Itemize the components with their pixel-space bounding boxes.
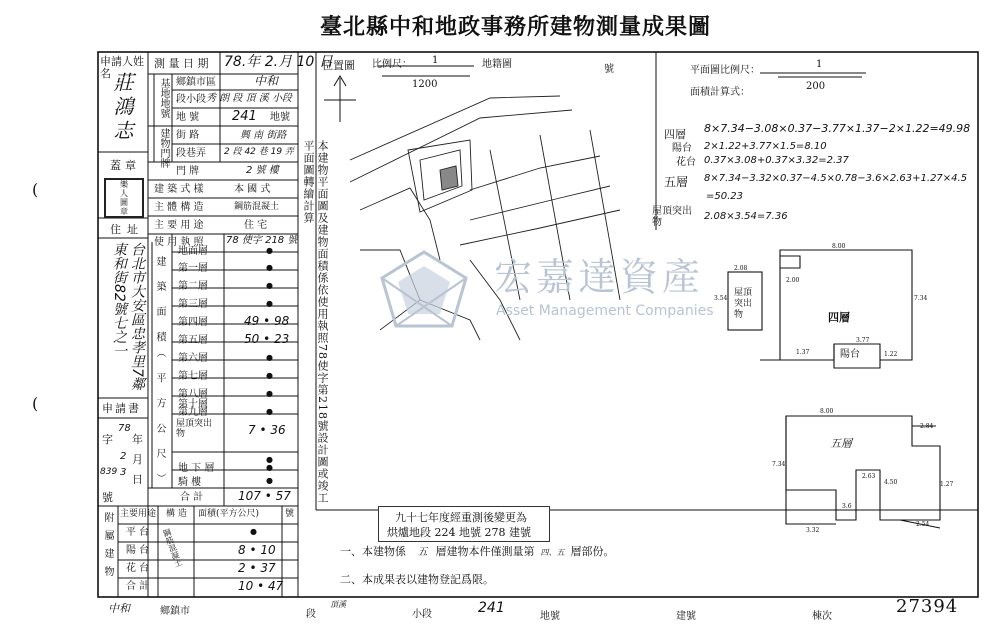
floor-value-5: 50 • 23 xyxy=(244,332,290,346)
door-no-value: 2 號 樓 xyxy=(246,165,279,176)
page-title: 臺北縣中和地政事務所建物測量成果圖 xyxy=(320,14,712,40)
note-2-num: 二、 xyxy=(340,573,362,586)
floor-name-5: 第五層 xyxy=(178,335,208,346)
vertical-note: 本建物平面圖及建物面積係依使用執照78使字第218號設計圖或竣工平面圖轉繪計算 xyxy=(302,140,329,504)
annex-value-2: 2 • 37 xyxy=(238,561,276,575)
floor-value-8: ● xyxy=(266,389,273,398)
use-value: 住 宅 xyxy=(244,220,268,231)
dim-9: 2.84 xyxy=(920,423,934,430)
annex-use-3: 合 計 xyxy=(126,581,150,592)
applicant-label: 申請人姓名 xyxy=(100,55,144,81)
floor-name-8: 第八層 xyxy=(178,389,208,400)
note-1-floors: 五 xyxy=(417,547,428,558)
plan-scale-num: 1 xyxy=(816,59,823,70)
dim-15: 1.27 xyxy=(940,481,954,488)
calc-label-3: 五層 xyxy=(664,175,689,189)
annex-header-area: 面積(平方公尺) xyxy=(198,509,260,519)
calc-formula-1: 2×1.22+3.77×1.5=8.10 xyxy=(704,141,827,152)
calc-label-5: 屋頂突出物 xyxy=(652,206,692,228)
balcony-plan-label: 陽台 xyxy=(840,349,860,360)
annex-use-1: 陽 台 xyxy=(126,545,150,556)
annex-header-use: 主要用途 xyxy=(120,509,157,519)
floor-name-4: 第四層 xyxy=(178,317,208,328)
license-value: 78 使字 218 號 xyxy=(226,235,298,246)
floor-name-9: 第九層 xyxy=(178,407,208,418)
floor-name-6: 第六層 xyxy=(178,353,208,364)
floor-value-14: ● xyxy=(266,476,273,485)
survey-date-label: 測 量 日 期 xyxy=(154,57,209,70)
address-label: 住址 xyxy=(110,223,144,236)
base-label: 基地地號 xyxy=(158,78,169,118)
remeasure-stamp xyxy=(378,506,550,542)
street-label: 街 路 xyxy=(176,130,200,141)
lot-value: 241 xyxy=(232,109,257,124)
footer-lot: 241 xyxy=(478,600,505,616)
fourth-floor-plan-label: 四層 xyxy=(828,311,850,324)
floor-value-12: ● xyxy=(266,455,273,464)
annex-use-2: 花 台 xyxy=(126,563,150,574)
annex-header-struct: 構 造 xyxy=(166,509,187,519)
floor-name-10: 第十層 xyxy=(178,399,208,410)
footer-city-label: 鄉鎮市 xyxy=(160,606,190,617)
floor-value-6: ● xyxy=(266,353,273,362)
dim-2b: 7.34 xyxy=(772,461,786,468)
footer-floor-label: 棟次 xyxy=(812,611,832,622)
dim-13: 2.54 xyxy=(916,521,930,528)
footer-city: 中和 xyxy=(108,602,130,615)
dim-7: 1.37 xyxy=(796,349,810,356)
door-no-label: 門 牌 xyxy=(176,166,200,177)
floor-name-2: 第二層 xyxy=(178,281,208,292)
dim-14: 2.63 xyxy=(862,473,876,480)
floor-name-7: 第七層 xyxy=(178,371,208,382)
app-doc-char: 字 xyxy=(102,433,113,446)
calc-formula-3: 8×7.34−3.32×0.37−4.5×0.78−3.6×2.63+1.27×4.5 xyxy=(704,173,968,184)
calc-label: 面積計算式： xyxy=(690,87,750,98)
note-1-num: 一、 xyxy=(340,545,362,558)
binder-mark-top-icon: ( xyxy=(32,180,39,199)
app-doc-label: 申請書 xyxy=(102,402,141,415)
plan-scale-den: 200 xyxy=(806,81,826,92)
watermark-cn: 宏嘉達資產 xyxy=(494,255,705,299)
floor-value-11: 7 • 36 xyxy=(248,423,286,437)
stamp-line-1: 九十七年度經重測後變更為 xyxy=(395,511,527,524)
survey-date-value: 78.年 2.月 10 日 xyxy=(224,54,333,70)
lot-label: 地 號 xyxy=(176,112,200,123)
dim-2: 7.34 xyxy=(914,295,928,302)
app-doc-day: 3 xyxy=(120,467,127,478)
watermark-en: Asset Management Companies xyxy=(496,303,714,319)
calc-formula-4: =50.23 xyxy=(706,191,744,202)
annex-value-1: 8 • 10 xyxy=(238,543,276,557)
floor-name-14: 騎 樓 xyxy=(178,477,202,488)
note-1-text: 本建物係 xyxy=(362,545,406,558)
dim-11: 3.6 xyxy=(842,503,852,510)
note-1 xyxy=(340,546,615,558)
floor-value-9: ● xyxy=(266,407,273,416)
floor-name-1: 第一層 xyxy=(178,263,208,274)
annex-header-hao: 號 xyxy=(285,509,295,519)
calc-label-0: 四層 xyxy=(664,128,686,141)
section-label: 段小段 xyxy=(176,94,206,105)
lane-value: 2 段 42 巷 19 弄 xyxy=(224,147,294,157)
floor-value-1: ● xyxy=(266,263,273,272)
floor-name-0: 地面層 xyxy=(178,246,208,257)
seal-label: 蓋章 xyxy=(110,159,140,172)
floor-value-13: ● xyxy=(266,463,273,472)
map-scale-den: 1200 xyxy=(412,79,438,90)
note-1-text2: 層建物本件僅測量第 xyxy=(435,545,535,558)
applicant-name: 莊鴻志 xyxy=(110,72,134,144)
fifth-floor-plan-label: 五層 xyxy=(830,437,852,450)
app-doc-hao: 號 xyxy=(102,491,113,504)
annex-struct-text: 鋼筋混凝土 xyxy=(161,527,184,569)
calc-label-2: 花台 xyxy=(676,157,696,168)
annex-value-0: ● xyxy=(250,527,257,536)
dim-8: 2.00 xyxy=(786,277,800,284)
floor-value-3: ● xyxy=(266,299,273,308)
map-number-label: 號 xyxy=(604,64,614,75)
footer-sub-label: 小段 xyxy=(412,609,432,620)
app-doc-year-label: 年 xyxy=(132,433,143,446)
footer-section-small: 頂溪 xyxy=(330,600,346,609)
address-value: 台北市大安區忠孝里7鄰東和街82號七之一 xyxy=(111,242,145,391)
note-1-mid2: 四、五 xyxy=(540,548,565,557)
dim-3: 3.54 xyxy=(714,295,728,302)
app-doc-month-label: 月 xyxy=(132,453,143,466)
dim-5: 3.77 xyxy=(856,337,870,344)
watermark-logo-icon xyxy=(376,248,472,330)
note-2 xyxy=(340,574,494,585)
lane-label: 段巷弄 xyxy=(176,148,206,159)
building-style-value: 本 國 式 xyxy=(234,184,271,195)
use-label: 主 要 用 途 xyxy=(154,220,204,231)
floor-name-3: 第三層 xyxy=(178,299,208,310)
app-doc-day-label: 日 xyxy=(132,473,143,486)
note-2-text: 本成果表以建物登記爲限。 xyxy=(362,573,494,586)
structure-value: 鋼筋混凝土 xyxy=(234,202,280,212)
note-1-text3: 層部份。 xyxy=(570,545,615,558)
dim-1: 8.00 xyxy=(832,243,846,250)
calc-formula-2: 0.37×3.08+0.37×3.32=2.37 xyxy=(704,155,849,166)
lot-suffix: 地號 xyxy=(270,112,290,123)
dim-6: 1.22 xyxy=(884,351,898,358)
dim-4: 2.08 xyxy=(734,265,748,272)
floor-value-0: ● xyxy=(266,246,273,255)
annex-use-0: 平 台 xyxy=(126,527,150,538)
app-doc-num: 839 xyxy=(100,467,118,477)
annex-label: 附屬建物 xyxy=(102,512,113,584)
footer-bldg-label: 建號 xyxy=(676,611,696,622)
position-map-label: 位置圖 xyxy=(322,59,355,72)
total-label: 合 計 xyxy=(180,492,204,503)
area-side-label: 建 築 面 積（ 平 方 公 尺 ） xyxy=(154,256,165,490)
floor-value-7: ● xyxy=(266,371,273,380)
seal-text: 樂人圖章 xyxy=(119,180,129,216)
door-label: 建物門牌 xyxy=(158,128,169,168)
footer-section-label: 段 xyxy=(306,609,316,620)
map-scale-num: 1 xyxy=(432,55,439,66)
dim-10: 4.50 xyxy=(884,479,898,486)
app-doc-year: 78 xyxy=(118,423,131,434)
floor-value-4: 49 • 98 xyxy=(244,314,290,328)
floor-name-13: 地 下 層 xyxy=(178,463,215,474)
cadastral-label: 地籍圖 xyxy=(482,59,512,70)
township-value: 中和 xyxy=(254,74,279,88)
dim-12: 3.32 xyxy=(806,527,820,534)
floor-name-11: 屋頂突出物 xyxy=(176,419,213,439)
annex-value-3: 10 • 47 xyxy=(238,579,284,593)
calc-formula-0: 8×7.34−3.08×0.37−3.77×1.37−2×1.22=49.98 xyxy=(704,122,971,135)
building-style-label: 建 築 式 樣 xyxy=(154,184,204,195)
binder-mark-bottom-icon: ( xyxy=(32,394,39,413)
plan-scale-label: 平面圖比例尺： xyxy=(690,65,760,76)
calc-formula-5: 2.08×3.54=7.36 xyxy=(704,211,788,222)
structure-label: 主 體 構 造 xyxy=(154,202,204,213)
calc-label-1: 陽台 xyxy=(672,143,692,154)
total-value: 107 • 57 xyxy=(238,489,291,503)
street-value: 興 南 街路 xyxy=(240,130,287,141)
app-doc-month: 2 xyxy=(120,451,127,462)
footer-serial: 27394 xyxy=(896,596,959,617)
section-value: 秀 朗 段 頂 溪 小段 xyxy=(206,93,292,104)
license-label: 使 用 執 照 xyxy=(154,237,204,248)
dim-1b: 8.00 xyxy=(820,408,834,415)
township-label: 鄉鎮市區 xyxy=(176,77,216,88)
map-scale-label: 比例尺： xyxy=(372,59,412,70)
seal-stamp xyxy=(104,178,144,218)
footer-lot-label: 地號 xyxy=(540,611,560,622)
floor-value-2: ● xyxy=(266,281,273,290)
stamp-line-2: 烘爐地段 224 地號 278 建號 xyxy=(387,526,531,539)
rooftop-plan-label: 屋頂突出物 xyxy=(734,288,753,320)
